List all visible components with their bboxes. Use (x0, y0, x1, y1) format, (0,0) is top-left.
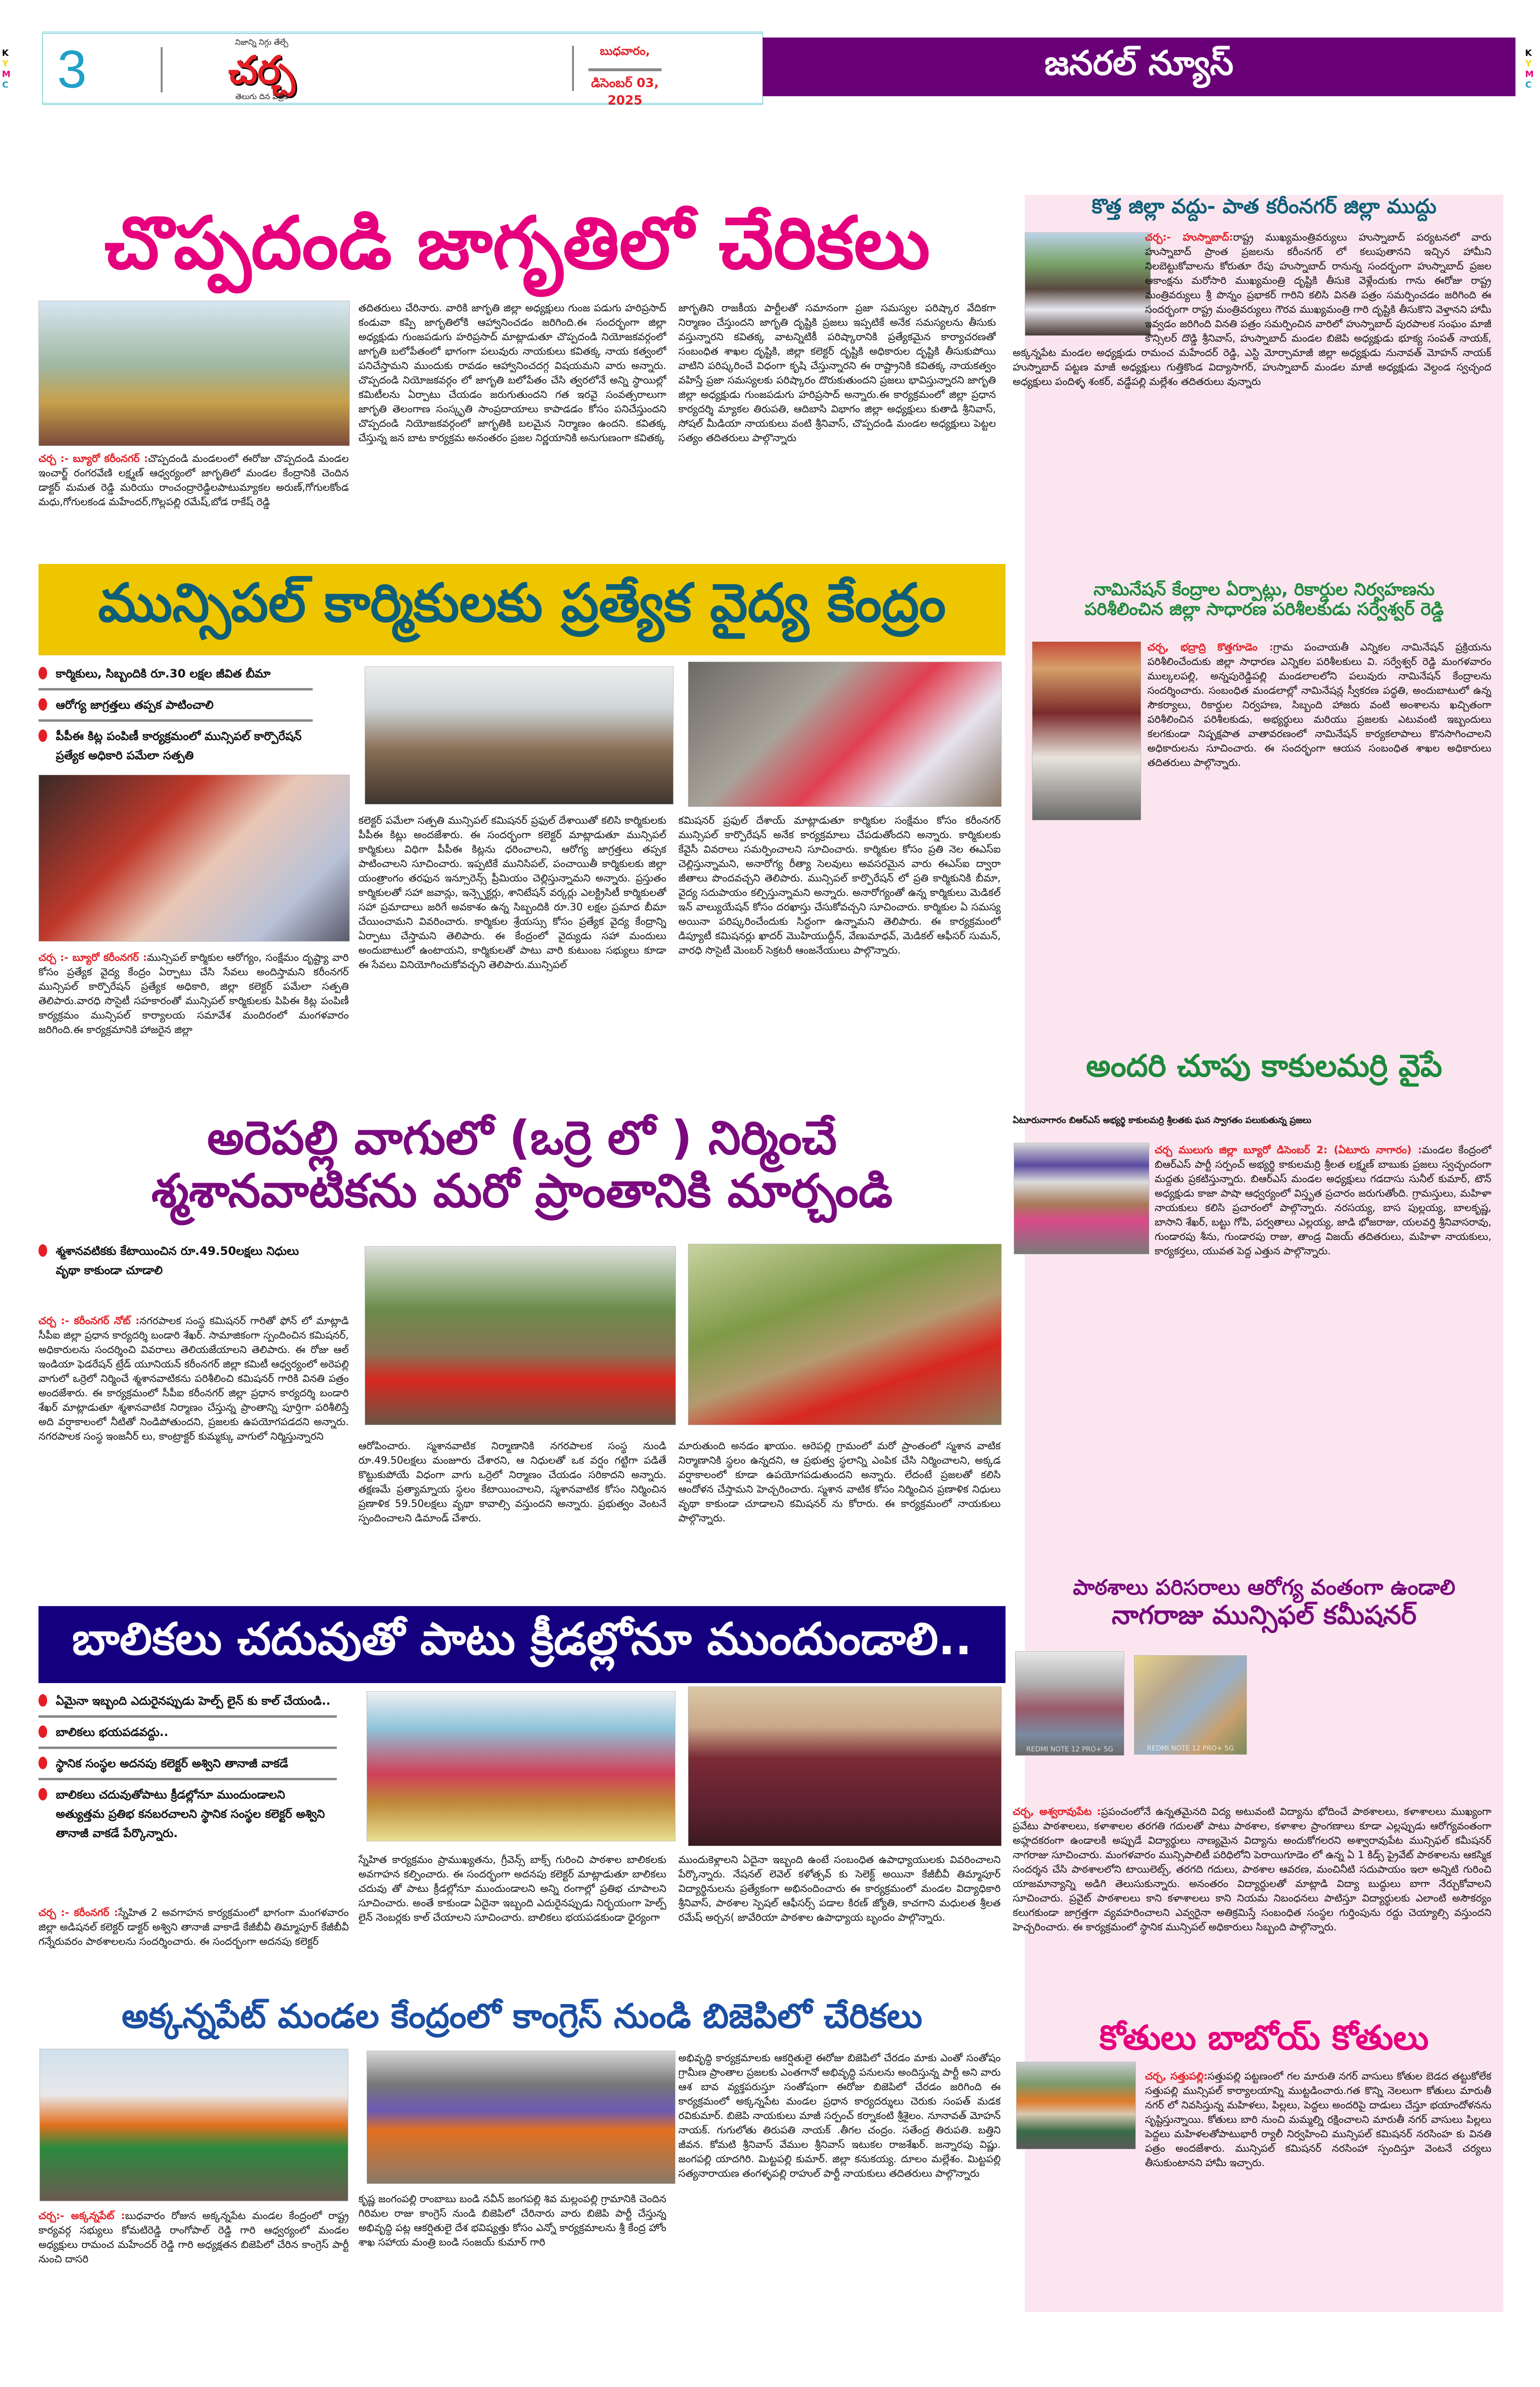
photo-collector-speaking (38, 775, 350, 942)
bullet-icon (38, 1788, 47, 1800)
dateline: చర్చ :- బ్యూరో కరీంనగర్ : (38, 453, 148, 464)
article-body (1013, 640, 1491, 1039)
article-text: అభివృద్ధి కార్యక్రమాలకు ఆకర్షితులై ఈరోజు బిజెపిలో చేరడం మాకు ఎంతో సంతోషం గ్రామీణ ప్రాంతాల ప్రజలకు ఎంతగానో అభివృద్ధి పనులను అందిస్తున్న పార్టీ అని వారు ఆశ బావ వ్యక్తపరుస్తూ సంతోషంగా ఈరోజు బిజెపిలో చేరడం జరిగింది ఈ కార్యక్రమంలో అక్కన్నపేట మండల ప్రధాన కార్యదర్శులు చెరుకు సంపత్ మడక రవికుమార్. బిజెపి నాయకులు మాజీ సర్పంచ్ కర్నాకంటి శ్రీశైలం. నూనావత్ మోహన్ నాయక్. గుగులోతు తిరుపతి నాయక్ .తీగల చంద్రం. సతేంద్ర తిరుపతి. బత్తిని జీవన. కోమటి శ్రీనివాస్ వేముల శ్రీనివాస్ ఇటుకల రాజశేఖర్. జన్నారపు విష్ణు. జంగపల్లి యాదగిరి. మిట్టపల్లి కుమార్. జిల్లా కనుకయ్య. దూలం మల్లేశం. మిట్టపల్లి సత్యనారాయణ తంగళ్ళపల్లి రాహుల్ పార్టీ నాయకులు తదితరులు పాల్గొన్నారు (678, 2052, 1001, 2179)
article-text: జాగృతిని రాజకీయ పార్టీలతో సమానంగా ప్రజా సమస్యల పరిష్కార వేదికగా నిర్మాణం చేస్తుందని జాగృతి దృష్టికి ప్రజలు ఇప్పటికే అనేక సమస్యలను తీసుకు వస్తున్నారని కవితక్క వాటన్నిటికీ పరిష్కారానికి ప్రత్యేకమైన కార్యాచరణతో సంబంధిత శాఖల దృష్టికి, జిల్లా కలెక్టర్ దృష్టికి అధికారుల దృష్టికి తీసుకుపోయి వాటిని పరిష్కరించే విధంగా కృషి చేస్తున్నారని ఈ రాష్ట్రానికి కవితక్క నాయకత్వం వహిస్తే ప్రజా సమస్యలకు పరిష్కారం దొరుకుతుందని ప్రజలు భావిస్తున్నారని జాగృతి జిల్లా అధ్యక్షుడు గుంజపడుగు హరిప్రసాద్ అన్నారు.ఈ కార్యక్రమంలో జిల్లా ప్రధాన కార్యదర్శి మ్యాకల తిరుపతి, ఆదిబాసి విభాగం జిల్లా అధ్యక్షులు కుతాడి శ్రీనివాస్, సోషల్ మీడియా నాయకులు వంటి శ్రీనివాస్, చొప్పదండి మండల అధ్యక్షులు పెట్టల సత్యం తదితరులు పాల్గొన్నారు (678, 302, 996, 444)
article-text: కలెక్టర్ పమేలా సత్పతి మున్సిపల్ కమిషనర్ ప్రఫుల్ దేశాయితో కలిసి కార్మికులకు పీపీఈ కిట్లు అందజేశారు. ఈ సందర్భంగా కలెక్టర్ మాట్లాడుతూ మున్సిపల్ కార్మికులు విధిగా పీపీఈ కిట్లను ధరించాలని, ఆరోగ్య జాగ్రత్తలు తప్పక పాటించాలని సూచించారు. ఇప్పటికే మునిసిపల్, పంచాయితీ కార్మికులకు జిల్లా యంత్రాంగం తరఫున ఇన్సూరెన్స్ ప్రీమియం చెల్లిస్తున్నామని అన్నారు. ప్రస్తుతం కార్మికులతో సహా జవాన్లు, ఇన్స్పెక్టర్లు, శానిటేషన్ వర్కర్లు ఎలక్ట్రిసిటీ కార్మికులతో సహా ప్రమాదాలు జరిగే అవకాశం ఉన్న సిబ్బందికి రూ.30 లక్షల ప్రమాద బీమా చేయించామని వివరించారు. కార్మికుల శ్రేయస్సు కోసం ప్రత్యేక వైద్య కేంద్రాన్ని ఏర్పాటు చేస్తామని తెలిపారు. ఈ కేంద్రంలో వైద్యుడు సహా మందులు అందుబాటులో ఉంటాయని, కార్మికులతో పాటు వారి కుటుంబ సభ్యులు కూడా ఈ సేవలు వినియోగించుకోవచ్చని తెలిపారు.మున్సిపల్ (358, 815, 666, 970)
cmyk-k: K (1525, 48, 1532, 58)
article-text: బుధవారం రోజున అక్కన్నపేట మండల కేంద్రంలో రాష్ట్ర కార్యవర్గ సభ్యులు కోమటిరెడ్డి రాంగోపాల్ రెడ్డి గారి ఆధ్వర్యంలో మండల అధ్యక్షులు రామంచ మహేందర్ రెడ్డి గారి అధ్యక్షతన బిజెపిలో చేరిన కాంగ్రెస్ పార్టీ నుంచి దాసరి (38, 2210, 349, 2265)
highlight-text: బాలికలు చదువుతోపాటు క్రీడల్లోనూ ముందుండాలని అత్యుత్తమ ప్రతిభ కనబరచాలని స్థానిక సంస్థల కలెక్టర్ అశ్విని తానాజీ వాకడే పేర్కొన్నారు. (56, 1788, 325, 1840)
headline-line: పరిశీలించిన జిల్లా సాధారణ పరిశీలకుడు సర్వేశ్వర్ రెడ్డి (1084, 600, 1444, 620)
article-text: నగరపాలక సంస్థ కమిషనర్ గారితో ఫోన్ లో మాట్లాడి సీపీఐ జిల్లా ప్రధాన కార్యదర్శి బండారి శేఖర్. సామాజికంగా స్పందించిన కమిషనర్, అధికారులను సందర్శించి వివరాలు తెలియజేయాలని తెలిపారు. ఈ రోజు ఆల్ ఇండియా ఫెడరేషన్ ట్రేడ్ యూనియన్ కరీంనగర్ జిల్లా కమిటీ ఆధ్వర్యంలో అరెపల్లి వాగులో ఒర్రెలో నిర్మించే శ్మశానవాటికను పరిశీలించి కమిషనర్ గారికి వినతి పత్రం అందజేశారు. ఈ కార్యక్రమంలో సీపీఐ కరీంనగర్ జిల్లా ప్రధాన కార్యదర్శి బండారి శేఖర్ మాట్లాడుతూ శ్మశానవాటిక నిర్మాణం చేస్తున్న ప్రాంతాన్ని పూర్తిగా పరిశీలిస్తే అది వర్షాకాలంలో నీటితో నిండిపోతుందని, ప్రజలకు ఉపయోగపడదని అన్నారు. నగరపాలక సంస్థ ఇంజనీర్ లు, కాంట్రాక్టర్ కుమ్మక్కు వాగులో నిర్మిస్తున్నారని (38, 1315, 349, 1442)
highlight-text: ఏమైనా ఇబ్బంది ఎదురైనప్పుడు హెల్ప్ లైన్ కు కాల్ చేయండి.. (56, 1694, 331, 1708)
article-text: ఆరోపించారు. స్మశానవాటిక నిర్మాణానికి నగరపాలక సంస్థ నుండి రూ.49.50లక్షలు మంజూరు చేశారని, ఆ నిధులతో ఒక వర్షం గట్టిగా పడితే కొట్టుకుపోయే విధంగా వాగు ఒర్రెలో నిర్మాణం చేయడం సరికాదని అన్నారు. తక్షణమే ప్రత్యామ్నాయ స్థలం కేటాయించాలని, స్మశానవాటిక కోసం నిర్మించిన ప్రణాళిక 59.50లక్షలు వృథా కావాల్సి వస్తుందని అన్నారు. ప్రభుత్వం వెంటనే స్పందించాలని డిమాండ్ చేశారు. (358, 1440, 666, 1524)
highlight-text: బాలికలు భయపడవద్దు.. (56, 1725, 168, 1739)
cmyk-marks-left (2, 48, 9, 120)
date: డిసెంబర్ 03, 2025 (591, 76, 659, 108)
bullet-icon (38, 1757, 47, 1769)
article-text: మండల కేంద్రంలో బిఆర్ఎస్ పార్టీ సర్పంచ్ అభ్యర్థి కాకులమర్రి శ్రీలత లక్ష్మణ్ బాబుకు ప్రజలు స్వచ్ఛందంగా మద్దతు ప్రకటిస్తున్నారు. బిఆర్ఎస్ మండల అధ్యక్షులు గడదాసు సునీల్ కుమార్, టౌన్ అధ్యక్షుడు కాజా పాషా ఆధ్వర్యంలో విస్తృత ప్రచారం జరుగుతోంది. గ్రామస్తులు, మహిళా నాయకులు కలిసి ప్రచారంలో పాల్గొన్నారు. నరసయ్య, బాస పుల్లయ్య, బాలకృష్ణ, బాసాని శేఖర్, బట్టు గోపి, పర్వతాలు ఎల్లయ్య, జాడి భోజరాజు, యలవర్తి శ్రీనివాసరావు, గుండారపు శీను, గుండారపు రాజు, తాండ్ర విజయ్ తదితరులు, మహిళా నాయకులు, కార్యకర్తలు, యువత పెద్ద ఎత్తున పాల్గొన్నారు. (1155, 1144, 1491, 1257)
article-body (358, 813, 666, 1083)
cmyk-m: M (2, 69, 11, 79)
highlights (38, 1241, 313, 1289)
highlight-item (38, 1241, 313, 1285)
article-body (678, 1439, 1001, 1583)
dateline: చర్చ:- హుస్నాబాద్: (1145, 231, 1234, 243)
photo-bjp-joining-2 (367, 2051, 675, 2184)
article-text: చొప్పదండి మండలంలో ఈరోజు చొప్పదండి మండల ఇంచార్జ్ రంగరవేణి లక్ష్మణ్ ఆధ్వర్యంలో జాగృతిలో మండల కేంద్రానికి చెందిన డాక్టర్ మమత రెడ్డి మరియు రాంచంద్రారెడ్డిలపాటుమ్యాకల అరుణ్,గోగులకోండ మధు,గోగులకండ మహేందర్,గొల్లపల్లి రమేష్,బోడ రాకేష్ రెడ్డి (38, 453, 349, 508)
article-body (38, 1905, 349, 1949)
headline-line: నామినేషన్ కేంద్రాల ఏర్పాట్లు, రికార్డుల నిర్వహణను (1094, 580, 1435, 600)
photo-spacer (1013, 2069, 1145, 2158)
article-text: సత్తుపల్లి పట్టణంలో గల మారుతి నగర్ వాసులు కోతుల బెడద తట్టుకోలేక సత్తుపల్లి మున్సిపల్ కార్యాలయాన్ని ముట్టడించారు.గత కొన్ని నెలలుగా కోతులు మారుతీ నగర్ లో నివసిస్తున్న మహిళలు, పిల్లలు, పెద్దలు అందరిపై దాడులు చేస్తూ భయాందోళనను సృష్టిస్తున్నాయి. కోతులు బారి నుంచి మమ్మల్ని రక్షించాలని మారుతీ నగర్ వాసులు పిల్లలు పెద్దలు మహిళలతోపాటుభారీ ర్యాలీ నిర్వహించి మున్సిపల్ కమిషనర్ నరసింహ కు వినతి పత్రం అందజేశారు. మున్సిపల్ కమిషనర్ నరసింహా స్పందిస్తూ వెంటనే చర్యలు తీసుకుంటానని హామీ ఇచ్చారు. (1145, 2070, 1491, 2169)
article-text: మున్సిపల్ కార్మికుల ఆరోగ్యం, సంక్షేమం దృష్ట్యా వారి కోసం ప్రత్యేక వైద్య కేంద్రం ఏర్పాటు చేసి సేవలు అందిస్తామని కరీంనగర్ మున్సిపల్ కార్పొరేషన్ ప్రత్యేక అధికారి, జిల్లా కలెక్టర్ పమేలా సత్పతి తెలిపారు.వారధి సొసైటీ సహకారంతో మున్సిపల్ కార్మికులకు పిపిఈ కిట్ల పంపిణీ కార్యక్రమం మున్సిపల్ కార్యాలయ సమావేశ మందిరంలో మంగళవారం జరిగింది.ఈ కార్యక్రమానికి హాజరైన జిల్లా (38, 952, 349, 1035)
cmyk-y: Y (2, 59, 9, 69)
dateline: చర్చ, అశ్వరావుపేట : (1013, 1806, 1101, 1817)
article-body (38, 2208, 349, 2305)
headline-line: శ్మశానవాటికను మరో ప్రాంతానికి మార్చండి (151, 1164, 893, 1218)
headline-monkeys: కోతులు బాబోయ్ కోతులు (1099, 2018, 1429, 2057)
headline-school-hygiene (1030, 1576, 1499, 1630)
cmyk-y: Y (1525, 59, 1532, 69)
highlight-text: కార్మికులు, సిబ్బందికి రూ.30 లక్షల జీవిత బీమా (56, 667, 271, 680)
article-text: గ్రామ పంచాయతీ ఎన్నికల నామినేషన్ ప్రక్రియను పరిశీలించేందుకు జిల్లా సాధారణ ఎన్నికల పరిశీలకులు వి. సర్వేశ్వర్ రెడ్డి మంగళవారం ముల్కలపల్లి, అన్నపురెడ్డిపల్లి మండలాలలోని పలువురు నామినేషన్ కేంద్రాలను సందర్శించారు. సంబంధిత మండలాల్లో నామినేషన్ల స్వీకరణ పద్ధతి, అందుబాటులో ఉన్న సౌకర్యాలు, రికార్డుల నిర్వహణ, సిబ్బంది హాజరు వంటి అంశాలను ఖచ్చితంగా పరిశీలించిన పరిశీలకుడు, అభ్యర్థులు మరియు ప్రజలకు ఎటువంటి ఇబ్బందులు కలగకుండా నిష్పక్షపాత వాతావరణంలో నామినేషన్ కార్యకలాపాలు కొనసాగించాలని అధికారులను సూచించారు. ఈ సందర్భంగా ఆయన సంబంధిత శాఖల అధికారులు తదితరులు పాల్గొన్నారు. (1147, 641, 1491, 768)
page-number: 3 (57, 40, 87, 99)
cmyk-c: C (1525, 80, 1532, 90)
photo-spacer (1013, 640, 1147, 823)
headline-akkannapet-joining: అక్కన్నపేట్ మండల కేంద్రంలో కాంగ్రెస్ నుండి బిజెపిలో చేరికలు (121, 1996, 923, 2036)
logo-tagline: నిజాన్ని నిగ్గు తేల్చే (235, 38, 289, 47)
masthead (42, 32, 763, 108)
photo-ppe-kit-distribution (688, 662, 1002, 807)
highlight-item (38, 664, 313, 690)
dateline: చర్చ:- అక్కన్నపేట్ : (38, 2210, 125, 2221)
dateline: చర్చ ములుగు జిల్లా బ్యూరో డిసెంబర్ 2: (ఏటూరు నాగారం) : (1155, 1144, 1422, 1156)
camera-stamp: REDMI NOTE 12 PRO+ 5G (1026, 1746, 1113, 1753)
bullet-icon (38, 1725, 47, 1738)
headline-nomination-centres (1030, 580, 1499, 620)
headline-girls-education: బాలికలు చదువుతో పాటు క్రీడల్లోనూ ముందుండాలి.. (38, 1606, 1005, 1683)
article-text: కృష్ణ జంగంపల్లి రాంబాబు బండి నవీన్ జంగపల్లి శివ మల్లంపల్లి గ్రామానికి చెందిన గిరిమల రాజు కాంగ్రెస్ నుండి బిజెపిలో చేరినారు వారు బిజెపి పార్టీ చేస్తున్న అభివృద్ధి పట్ల ఆకర్షితులై దేశ భవిష్యత్తు కోసం ఎన్నో కార్యక్రమాలను శ్రీ కేంద్ర హోం శాఖ సహాయ మంత్రి బండి సంజయ్ కుమార్ గారి (358, 2193, 666, 2248)
headline-line: పాఠశాలు పరిసరాలు ఆరోగ్య వంతంగా ఉండాలి (1072, 1575, 1456, 1600)
article-body (1013, 1804, 1491, 2016)
highlight-item (38, 727, 313, 770)
photo-classroom-visit (1015, 1651, 1124, 1756)
camera-stamp: REDMI NOTE 12 PRO+ 5G (1147, 1745, 1234, 1752)
logo-subtitle: తెలుగు దిన పత్రిక (235, 92, 288, 101)
highlight-item (38, 1754, 337, 1780)
photo-spacer (1013, 230, 1145, 336)
bullet-icon (38, 1694, 47, 1707)
highlight-item (38, 1723, 337, 1749)
article-body (678, 1852, 1001, 1997)
highlight-item (38, 695, 313, 722)
dateline: చర్చ :- కరీంనగర్ : (38, 1907, 118, 1918)
article-body (358, 2192, 666, 2307)
highlight-text: ఆరోగ్య జాగ్రత్తలు తప్పక పాటించాలి (56, 698, 214, 712)
date-rule (588, 68, 662, 71)
logo-name: చర్చ (228, 48, 295, 92)
bullet-icon (38, 1244, 47, 1257)
cmyk-marks-right (1525, 48, 1532, 120)
article-body (1013, 230, 1491, 572)
article-body (38, 1314, 349, 1583)
dateline: చర్చ, భద్రాద్రి కొత్తగూడెం : (1147, 641, 1273, 653)
highlights (38, 1691, 337, 1852)
article-body (1013, 2069, 1491, 2310)
divider (572, 46, 574, 91)
dateline: చర్చ :- కరీంనగర్ నోట్ : (38, 1315, 140, 1327)
article-body (358, 1439, 666, 1583)
bullet-icon (38, 729, 47, 742)
highlights (38, 664, 313, 775)
photo-caption: ఏటూరునాగారం బిఆర్ఎస్ అభ్యర్థి కాకులమర్రి శ్రీలతకు ఘన స్వాగతం పలుకుతున్న ప్రజలు (1013, 1115, 1311, 1125)
article-text: కమిషనర్ ప్రఫుల్ దేశాయ్ మాట్లాడుతూ కార్మికుల సంక్షేమం కోసం కరీంనగర్ మున్సిపల్ కార్పొరేషన్ అనేక కార్యక్రమాలు చేపడుతోందని అన్నారు. కార్మికులకు కేవైసీ వివరాలు సమర్పించాలని సూచించారు. కార్మికుల కోసం ప్రతి నెల ఈఎస్ఐ చెల్లిస్తున్నామని, అనారోగ్య రీత్యా సెలవులు అవసరమైన వారు ఈఎస్ఐ ద్వారా జీతాలు పొందవచ్చని తెలిపారు. మున్సిపల్ కార్పొరేషన్ లో ప్రతి కార్మికునికి బీమా, వైద్య సదుపాయం కల్పిస్తున్నామని అన్నారు. అనారోగ్యంతో ఉన్న కార్మికులు మెడికల్ ఇన్ వాల్యుయేషన్ కోసం దరఖాస్తు చేసుకోవచ్చని సూచించారు. కార్మికుల ఏ సమస్య అయినా పరిష్కరించేందుకు సిద్ధంగా ఉన్నామని తెలిపారు. ఈ కార్యక్రమంలో డిప్యూటీ కమిషనర్లు ఖాదర్ మొహియుద్దీన్, వేణుమాధవ్, మెడికల్ ఆఫీసర్ సుమన్, వారధి సొసైటీ మెంబర్ సెక్రటరీ ఆంజనేయులు పాల్గొన్నారు. (678, 815, 1001, 956)
headline-municipal-workers: మున్సిపల్ కార్మికులకు ప్రత్యేక వైద్య కేంద్రం (38, 564, 1005, 655)
article-text: తదితరులు చేరినారు. వారికి జాగృతి జిల్లా అధ్యక్షులు గుంజ పడుగు హరిప్రసాద్ కండువా కప్పి జాగృతిలోకి ఆహ్వానించడం జరిగింది.ఈ సందర్భంగా జిల్లా అధ్యక్షుడు గుంజపడుగు హరిప్రసాద్ మాట్లాడుతూ చొప్పదండి నియోజకవర్గంలో జాగృతి బలోపేతంలో భాగంగా పలువురు నాయకులు కవితక్క నాయ కత్వంలో పనిచేస్తామని ముందుకు రావడం ఆహ్వానించదగ్గ విషయమని వారు అన్నారు. చొప్పదండి నియోజకవర్గం లో జాగృతి బలోపేతం చేసి త్వరలోనే అన్ని స్థాయిల్లో కమిటీలను ఏర్పాటు చేయడం జరుగుతుందని గత ఇరవై సంవత్సరాలుగా జాగృతి తెలంగాణ సంస్కృతి సాంప్రదాయాలు కాపాడడం కోసం పనిచేస్తుందని చొప్పదండి నియోజకవర్గంలో జాగృతికి బలమైన నిర్మాణం ఉందని. కవితక్క చేస్తున్న జన బాట కార్యక్రమ అనంతరం ప్రజల నిర్ణయానికి అనుగుణంగా కవితక్క (358, 302, 666, 444)
article-body (678, 301, 996, 532)
highlight-text: పీపీఈ కిట్ల పంపిణీ కార్యక్రమంలో మున్సిపల్ కార్పొరేషన్ ప్రత్యేక అధికారి పమేలా సత్పతి (56, 729, 302, 762)
photo-protest-flags-2 (688, 1244, 1002, 1425)
article-body (678, 2051, 1001, 2310)
headline-chopadandi: చొప్పదండి జాగృతిలో చేరికలు (104, 202, 930, 285)
highlight-item (38, 1785, 337, 1848)
photo-protest-flags-1 (365, 1246, 676, 1425)
highlight-text: శ్మశానవటికకు కేటాయించిన రూ.49.50లక్షలు నిధులు వృథా కాకుండా చూడాలి (56, 1244, 299, 1277)
issue-date (586, 44, 663, 108)
article-body (38, 950, 349, 1037)
headline-new-district: కొత్త జిల్లా వద్దు- పాత కరీంనగర్ జిల్లా ముద్దు (1092, 194, 1437, 218)
cmyk-k: K (2, 48, 9, 58)
article-body (358, 1852, 666, 1997)
headline-kakulamarri: అందరి చూపు కాకులమర్రి వైపే (1086, 1048, 1442, 1084)
highlight-item (38, 1691, 337, 1718)
dateline: చర్చ :- బ్యూరో కరీంనగర్ : (38, 952, 147, 963)
divider (161, 47, 163, 92)
cmyk-c: C (2, 80, 9, 90)
photo-meeting-hall (365, 666, 674, 804)
weekday: బుధవారం, (600, 44, 650, 58)
article-body (38, 451, 349, 509)
article-text: రాష్ట్ర ముఖ్యమంత్రివర్యులు హుస్నాబాద్ పర్యటనలో వారు హుస్నాబాద్ ప్రాంత ప్రజలను కరీంనగర్ లో కలుపుతానని ఇచ్చిన హామీని నిలబెట్టుకోవాలను కోరుతూ రేపు హుస్నాబాద్ రానున్న సందర్భంగా హుస్నాబాద్ ప్రజల ఆకాంక్షను మరోసారి ముఖ్యమంత్రి దృష్టికి తీసుకె వెళ్లేందుకు గాను ఈరోజు రాష్ట్ర మంత్రివర్యులు శ్రీ పొన్నం ప్రభాకర్ గారిని కలిసి వినతి పత్రం సమర్పించడం జరిగింది ఈ సందర్భంగా రాష్ట్ర మంత్రివర్యులు గౌరవ ముఖ్యమంత్రి గారి దృష్టికి తీసుకొని వెళ్తానని హామీ ఇవ్వడం జరిగింది వినతి పత్రం సమర్పించిన వారిలో హుస్నాబాద్ పురపాలక సంఘం మాజీ కౌన్సిలర్ దొడ్డి శ్రీనివాస్, హుస్నాబాద్ మండల బిజెపి అధ్యక్షుడు భూక్య సంపత్ నాయక్, అక్కన్నపేట మండల అధ్యక్షుడు రామంచ మహేందర్ రెడ్డి, ఎస్టి మోర్చామాజీ జిల్లా అధ్యక్షుడు నునావత్ మోహన్ నాయక్ హుస్నాబాద్ పట్టణ మాజీ అధ్యక్షులు గుత్తికొండ విద్యాసాగర్, హుస్నాబాద్ మండల మాజీ అధ్యక్షుడు వెల్దండ స్వచ్ఛంద అధ్యక్షులు పందిళ్ళ శంకర్, వడ్డేపల్లి మల్లేశం తదితరులు వున్నారు (1013, 231, 1491, 387)
article-text: ముందుకెళ్లాలని ఏదైనా ఇబ్బంది ఉంటే సంబంధిత ఉపాధ్యాయులకు వివరించాలని పేర్కొన్నారు. నేషనల్ లెవెల్ కళోత్సవ్ కు సెలెక్ట్ అయినా కేజీబీవీ తిమ్మాపూర్ విద్యార్థినులను ప్రత్యేకంగా అభినందించారు ఈ కార్యక్రమంలో మండల విద్యాధికారి శ్రీనివాస్, పాఠశాల స్పెషల్ ఆఫీసర్స్ పడాల కిరణ్ జ్యోతి, కాచగాని మధులత శ్రీలత రమేష్ అర్చన( జావేరియా పాఠశాల ఉపాధ్యాయ బృందం పాల్గొన్నారు. (678, 1854, 1001, 1923)
photo-spacer (1013, 1143, 1155, 1258)
newspaper-logo (165, 38, 358, 100)
article-text: ప్రపంచంలోనే ఉన్నతమైనది విద్య అటువంటి విద్యాను భోదించే పాఠశాలలు, కళాశాలలు ముఖ్యంగా ప్రవేటు పాఠశాలలు, కళాశాలల తరగతి గదులతో పాటు పాఠశాల, కళాశాల ప్రాంగణాలు కూడా ఎల్లప్పుడు ఆరోగ్యవంతంగా అహ్లదకరంగా ఉండాలకి అప్పుడే విద్యార్థులు నాణ్యమైన విద్యాను అందుకోగలరని అశ్వారావుపేట మున్సిఫల్ కమీషనర్ నాగరాజు సూచించారు. మంగళవారం మున్సిపాలిటీ పరిధిలోని పెరాయిగూడెం లో ఉన్న ఏ 1 కిడ్స్ ప్రైవేట్ పాఠశాలను ఆకస్మిక సందర్శన చేసి పాఠశాలలోని టాయిలెట్స్, తరగది గదులు, పాఠశాల ఆవరణ, మంచినీటి సదుపాయం ఇలా అన్నిటి గురించి యాజమాన్యాన్ని అడిగి తెలుసుకున్నారు. అనంతరం విద్యార్థులతో మాట్లాడి విద్యా బుద్ధులు బాగా నేర్చుకోవాలని సూచించారు. ప్రవైట్ పాఠశాలలు కాని కళాశాలలు కాని నియమ నిబంధనలు పాటిస్తూ విద్యార్థులకు ఎలాంటి అసౌకర్యం కలుగకుండా జాగ్రత్తగా వ్యవహరించాలని ఎవ్వరైనా అతిక్రమిస్తే సంబంధిత సంస్థల గుర్తింపును రద్దు చెయ్యాల్సి వస్తుందని హెచ్చరించారు. ఈ కార్యక్రమంలో స్థానిక మున్సిపల్ అధికారులు సిబ్బంది పాల్గొన్నారు. (1013, 1806, 1491, 1933)
article-text: స్నేహిత కార్యక్రమం ప్రాముఖ్యతను, గ్రీవెన్స్ బాక్స్ గురించి పాఠశాల బాలికలకు అవగాహన కల్పించారు. ఈ సందర్భంగా అదనపు కలెక్టర్ మాట్లాడుతూ బాలికలు చదువు తో పాటు క్రీడల్లోనూ ముందుండాలని అన్ని రంగాల్లో ప్రతిభ చూపాలని సూచించారు. అంతే కాకుండా ఏదైనా ఇబ్బంది ఎదురైనప్పుడు నిర్భయంగా హెల్ప్ లైన్ నెంబర్లకు కాల్ చేయాలని సూచించారు. బాలికలు భయపడకుండా ధైర్యంగా (358, 1854, 666, 1923)
article-body (358, 301, 666, 532)
photo-jagruthi-joining (38, 301, 350, 446)
photo-washroom-inspection (1134, 1655, 1247, 1755)
bullet-icon (38, 667, 47, 679)
headline-line: నాగరాజు మున్సిఫల్ కమీషనర్ (1111, 1599, 1417, 1630)
headline-crematorium (38, 1111, 1005, 1218)
dateline: చర్చ, సత్తుపల్లి: (1145, 2070, 1208, 2082)
photo-students-assembly (688, 1686, 1002, 1846)
article-body (1013, 1143, 1491, 1532)
bullet-icon (38, 698, 47, 711)
cmyk-m: M (1525, 69, 1534, 79)
section-title: జనరల్ న్యూస్ (763, 38, 1515, 96)
headline-line: అరెపల్లి వాగులో (ఒర్రె లో ) నిర్మించే (207, 1111, 837, 1165)
article-text: మారుతుంది అనడం ఖాయం. ఆరెపల్లి గ్రామంలో మరో ప్రాంతంలో స్మశాన వాటిక నిర్మాణానికి స్థలం ఉన్నదని, ఆ ప్రభుత్వ స్థలాన్ని ఎంపిక చేసి నిర్మించాలని, అక్కడ వర్షాకాలంలో కూడా ఉపయోగపడుతుందని అన్నారు. లేదంటే ప్రజలతో కలిసి ఆందోళన చేస్తామని హెచ్చరించారు. స్మశాన వాటిక కోసం నిర్మించిన ప్రణాళిక నిధులు వృథా కాకుండా చూడాలని కమిషనర్ ను కోరారు. ఈ కార్యక్రమంలో నాయకులు పాల్గొన్నారు. (678, 1440, 1001, 1524)
article-body (678, 813, 1001, 1083)
highlight-text: స్థానిక సంస్థల అదనపు కలెక్టర్ అశ్విని తానాజీ వాకడే (56, 1757, 288, 1770)
photo-girls-club (367, 1691, 675, 1841)
article-text: స్నేహిత 2 అవగాహన కార్యక్రమంలో భాగంగా మంగళవారం జిల్లా అడిషనల్ కలెక్టర్ డాక్టర్ అశ్విని తానాజీ వాకాడే కేజీబీవీ తిమ్మాపూర్ కేజీబీవీ గన్నేరువరం పాఠశాలలను సందర్శించారు. ఈ సందర్భంగా అదనపు కలెక్టర్ (38, 1907, 349, 1947)
photo-bjp-joining-1 (39, 2049, 348, 2201)
